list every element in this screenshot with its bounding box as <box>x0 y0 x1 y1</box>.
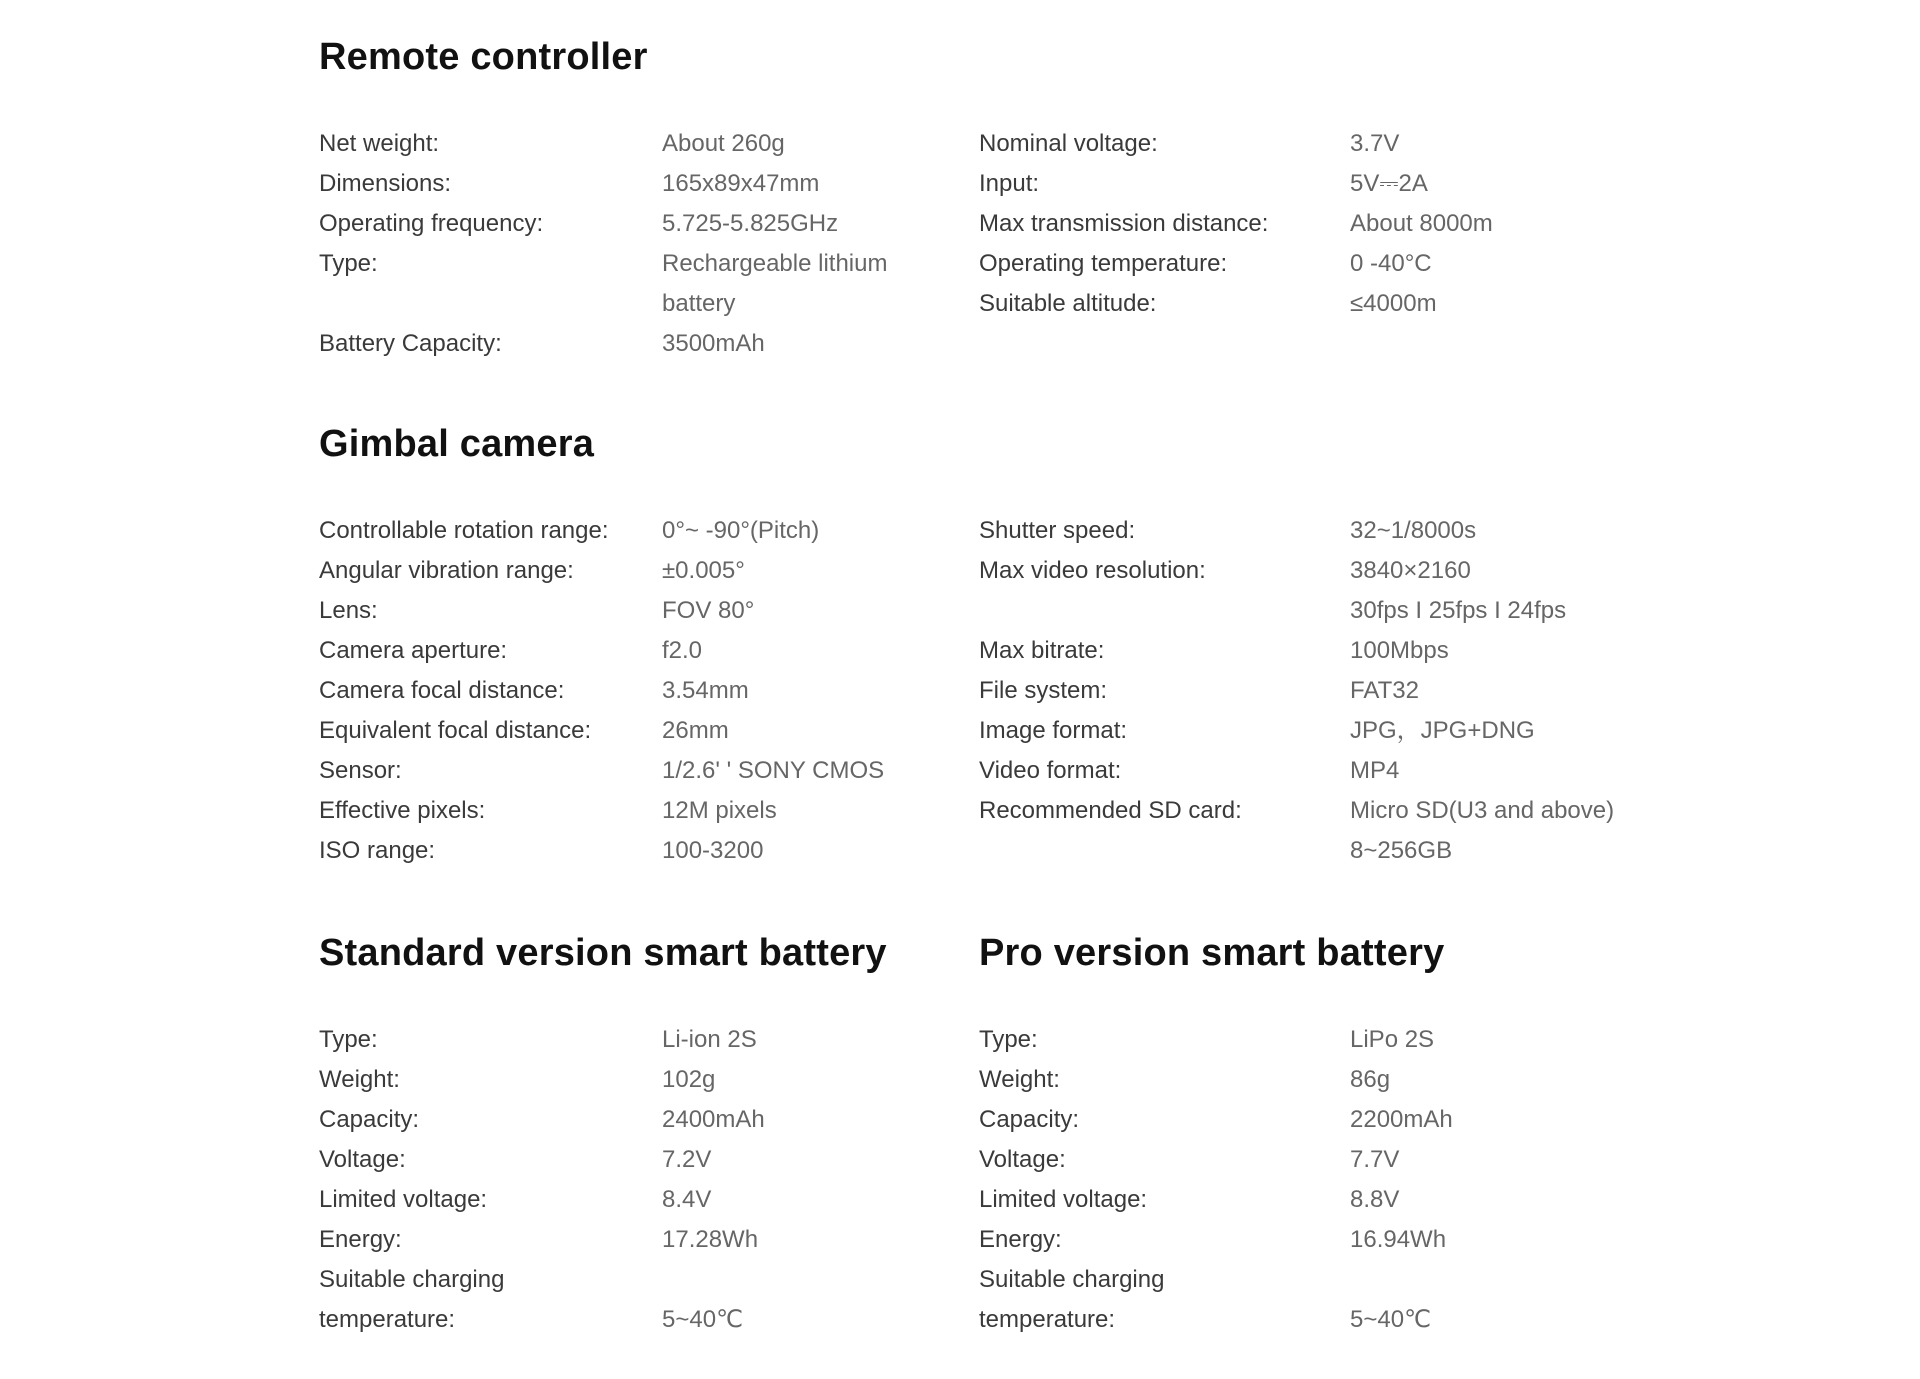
spec-row <box>319 791 979 831</box>
spec-value: 3.54mm <box>662 677 749 704</box>
spec-row <box>319 164 979 204</box>
standard-battery-specs <box>319 1020 979 1340</box>
spec-label: Suitable charging temperature: <box>319 1266 505 1333</box>
spec-value: About 260g <box>662 130 785 157</box>
spec-row <box>979 284 1699 324</box>
spec-value: 12M pixels <box>662 797 777 824</box>
spec-label: Limited voltage: <box>319 1186 488 1213</box>
spec-row <box>319 244 979 324</box>
spec-row <box>979 1100 1699 1140</box>
spec-label: Camera aperture: <box>319 637 508 664</box>
spec-label: Controllable rotation range: <box>319 517 609 544</box>
spec-label: Operating frequency: <box>319 210 544 237</box>
spec-value: ≤4000m <box>1350 290 1437 317</box>
spec-row <box>319 124 979 164</box>
spec-label: File system: <box>979 677 1108 704</box>
spec-value: 17.28Wh <box>662 1226 759 1253</box>
remote-controller-left-specs <box>319 124 979 364</box>
spec-label: Weight: <box>979 1066 1060 1093</box>
spec-value: LiPo 2S <box>1350 1026 1435 1053</box>
spec-row <box>319 324 979 364</box>
spec-label: Type: <box>319 250 378 277</box>
spec-value: 1/2.6' ' SONY CMOS <box>662 757 885 784</box>
gimbal-camera-section <box>319 417 1699 864</box>
spec-label: Type: <box>979 1026 1038 1053</box>
spec-row <box>979 791 1699 871</box>
remote-controller-section <box>319 30 1699 357</box>
spec-label: Nominal voltage: <box>979 130 1158 157</box>
spec-value: 100Mbps <box>1350 637 1449 664</box>
spec-row <box>319 551 979 591</box>
spec-label: Max video resolution: <box>979 557 1206 584</box>
spec-row <box>979 204 1699 244</box>
spec-row <box>319 511 979 551</box>
spec-row <box>979 551 1699 631</box>
spec-row <box>319 631 979 671</box>
spec-row <box>979 164 1699 204</box>
spec-value: Micro SD(U3 and above) <box>1350 797 1615 824</box>
spec-label: Limited voltage: <box>979 1186 1148 1213</box>
standard-battery-title: Standard version smart battery <box>319 932 887 974</box>
spec-value: 5~40℃ <box>662 1306 744 1333</box>
spec-value: Rechargeable lithium battery <box>662 250 888 317</box>
spec-label: Energy: <box>979 1226 1062 1253</box>
spec-value: 3.7V <box>1350 130 1400 157</box>
spec-value: 5V⎓2A <box>1350 170 1428 197</box>
spec-label: Angular vibration range: <box>319 557 574 584</box>
spec-label: Capacity: <box>319 1106 420 1133</box>
remote-controller-right-specs <box>979 124 1699 324</box>
spec-label: Capacity: <box>979 1106 1080 1133</box>
spec-label: Suitable altitude: <box>979 290 1157 317</box>
spec-row <box>319 831 979 871</box>
spec-row <box>319 1140 979 1180</box>
spec-label: Voltage: <box>319 1146 406 1173</box>
spec-row <box>319 204 979 244</box>
spec-value: 8.4V <box>662 1186 712 1213</box>
spec-label: Suitable charging temperature: <box>979 1266 1165 1333</box>
spec-row <box>319 1060 979 1100</box>
spec-label: Max bitrate: <box>979 637 1105 664</box>
spec-value: 102g <box>662 1066 716 1093</box>
spec-label: Effective pixels: <box>319 797 486 824</box>
spec-value: About 8000m <box>1350 210 1493 237</box>
spec-row <box>319 671 979 711</box>
spec-label: Recommended SD card: <box>979 797 1242 824</box>
spec-value-group <box>1350 791 1614 871</box>
spec-value-secondary: 30fps I 25fps I 24fps <box>1350 597 1567 624</box>
pro-battery-specs <box>979 1020 1699 1340</box>
gimbal-camera-right-specs <box>979 511 1699 871</box>
spec-value: 5.725-5.825GHz <box>662 210 839 237</box>
spec-value: 7.2V <box>662 1146 712 1173</box>
spec-row <box>979 631 1699 671</box>
spec-row <box>979 1220 1699 1260</box>
spec-row <box>979 1140 1699 1180</box>
spec-row <box>979 671 1699 711</box>
spec-row <box>979 711 1699 751</box>
spec-value: 100-3200 <box>662 837 764 864</box>
spec-row <box>319 1180 979 1220</box>
spec-row <box>319 591 979 631</box>
spec-label: Shutter speed: <box>979 517 1136 544</box>
spec-row <box>979 244 1699 284</box>
spec-value: 16.94Wh <box>1350 1226 1447 1253</box>
spec-row <box>979 511 1699 551</box>
spec-label: Lens: <box>319 597 378 624</box>
spec-row <box>319 1020 979 1060</box>
spec-row <box>979 751 1699 791</box>
spec-label: Input: <box>979 170 1040 197</box>
spec-value: 26mm <box>662 717 729 744</box>
spec-value: 3840×2160 <box>1350 557 1471 584</box>
spec-value: JPG，JPG+DNG <box>1350 717 1535 744</box>
spec-row <box>319 1220 979 1260</box>
spec-value: 32~1/8000s <box>1350 517 1477 544</box>
spec-value: 7.7V <box>1350 1146 1400 1173</box>
spec-row <box>979 1180 1699 1220</box>
spec-label: Dimensions: <box>319 170 452 197</box>
spec-value: 0°~ -90°(Pitch) <box>662 517 820 544</box>
spec-label: Weight: <box>319 1066 400 1093</box>
spec-value: 3500mAh <box>662 330 765 357</box>
spec-label: Equivalent focal distance: <box>319 717 592 744</box>
pro-battery-title: Pro version smart battery <box>979 932 1445 974</box>
spec-value: FAT32 <box>1350 677 1419 704</box>
spec-row <box>319 751 979 791</box>
spec-value: Li-ion 2S <box>662 1026 757 1053</box>
spec-value: MP4 <box>1350 757 1400 784</box>
spec-label: Battery Capacity: <box>319 330 502 357</box>
spec-label: Operating temperature: <box>979 250 1228 277</box>
spec-row <box>319 1100 979 1140</box>
spec-value-group <box>1350 551 1566 631</box>
spec-row <box>979 1020 1699 1060</box>
spec-label: Max transmission distance: <box>979 210 1269 237</box>
spec-label: Image format: <box>979 717 1128 744</box>
spec-label: Camera focal distance: <box>319 677 565 704</box>
spec-value: 2400mAh <box>662 1106 765 1133</box>
spec-label: Video format: <box>979 757 1122 784</box>
gimbal-camera-left-specs <box>319 511 979 871</box>
spec-row <box>319 711 979 751</box>
section-title: Gimbal camera <box>319 423 595 465</box>
spec-value: 86g <box>1350 1066 1391 1093</box>
spec-value: 5~40℃ <box>1350 1306 1432 1333</box>
spec-value-secondary: 8~256GB <box>1350 837 1453 864</box>
spec-row <box>979 1260 1699 1340</box>
spec-row <box>979 124 1699 164</box>
spec-value: 2200mAh <box>1350 1106 1453 1133</box>
spec-value: 0 -40°C <box>1350 250 1432 277</box>
spec-value: 165x89x47mm <box>662 170 820 197</box>
spec-row <box>319 1260 979 1340</box>
spec-label: Type: <box>319 1026 378 1053</box>
spec-row <box>979 1060 1699 1100</box>
spec-value: FOV 80° <box>662 597 755 624</box>
spec-value: 8.8V <box>1350 1186 1400 1213</box>
spec-label: Sensor: <box>319 757 402 784</box>
section-title: Remote controller <box>319 36 648 78</box>
spec-label: Net weight: <box>319 130 440 157</box>
spec-label: Voltage: <box>979 1146 1066 1173</box>
spec-label: ISO range: <box>319 837 436 864</box>
spec-value: ±0.005° <box>662 557 745 584</box>
spec-value: f2.0 <box>662 637 703 664</box>
spec-label: Energy: <box>319 1226 402 1253</box>
